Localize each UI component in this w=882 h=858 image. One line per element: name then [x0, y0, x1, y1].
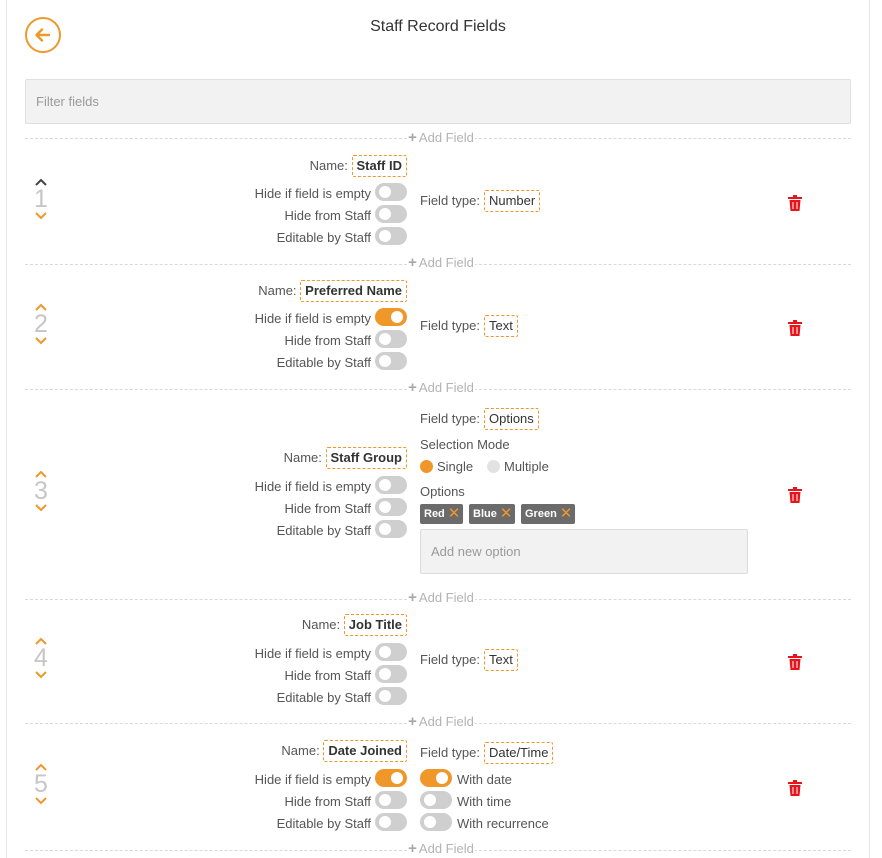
editable-by-staff-toggle[interactable]: [375, 227, 407, 245]
plus-icon: +: [408, 840, 417, 857]
field-type-row: [420, 315, 518, 337]
hide-if-empty-toggle[interactable]: [375, 643, 407, 661]
editable-by-staff-toggle[interactable]: [375, 520, 407, 538]
field-type-label: Field type:: [420, 652, 480, 667]
field-type-label: Field type:: [420, 745, 480, 760]
selection-mode-label: Selection Mode: [420, 437, 510, 452]
field-type-label: Field type:: [420, 193, 480, 208]
hide-from-staff-label: Hide from Staff: [284, 501, 371, 516]
hide-from-staff-toggle[interactable]: [375, 205, 407, 223]
close-x-icon[interactable]: ✕: [499, 505, 513, 522]
hide-from-staff-label: Hide from Staff: [284, 668, 371, 683]
field-name-value[interactable]: Date Joined: [323, 740, 407, 762]
selection-mode-multiple[interactable]: [487, 459, 549, 474]
field-type-value[interactable]: Text: [484, 649, 518, 671]
reorder-control: [29, 301, 53, 347]
add-field-button[interactable]: [0, 842, 882, 856]
hide-from-staff-toggle[interactable]: [375, 791, 407, 809]
close-x-icon[interactable]: ✕: [559, 505, 573, 522]
option-chip-label: Green: [525, 508, 557, 520]
with-recurrence-label: With recurrence: [457, 816, 549, 831]
add-field-label: Add Field: [418, 380, 474, 395]
name-row: [258, 280, 407, 302]
add-field-button[interactable]: [0, 715, 882, 729]
selection-mode-single[interactable]: [420, 459, 473, 474]
hide-if-empty-toggle[interactable]: [375, 183, 407, 201]
plus-icon: +: [408, 379, 417, 396]
add-option-input[interactable]: [420, 529, 748, 574]
page-title: Staff Record Fields: [370, 18, 506, 35]
add-field-label: Add Field: [418, 130, 474, 145]
hide-from-staff-toggle[interactable]: [375, 498, 407, 516]
reorder-control: [29, 761, 53, 807]
field-index: 2: [34, 310, 48, 338]
field-type-row: [420, 742, 553, 764]
hide-if-empty-label: Hide if field is empty: [254, 479, 371, 494]
hide-if-empty-label: Hide if field is empty: [254, 311, 371, 326]
editable-by-staff-toggle[interactable]: [375, 687, 407, 705]
name-row: [302, 614, 407, 636]
editable-by-staff-toggle[interactable]: [375, 352, 407, 370]
editable-by-staff-label: Editable by Staff: [276, 523, 371, 538]
name-label: Name:: [301, 617, 341, 632]
trash-icon[interactable]: [788, 320, 802, 336]
with-recurrence-toggle[interactable]: [420, 813, 452, 831]
hide-from-staff-label: Hide from Staff: [284, 208, 371, 223]
field-type-value[interactable]: Text: [484, 315, 518, 337]
option-chip-label: Red: [424, 508, 445, 520]
radio-unselected-icon: [487, 460, 500, 473]
add-field-button[interactable]: [0, 131, 882, 145]
hide-if-empty-label: Hide if field is empty: [254, 772, 371, 787]
plus-icon: +: [408, 713, 417, 730]
add-field-label: Add Field: [418, 841, 474, 856]
name-label: Name:: [281, 743, 320, 758]
field-type-row: [420, 649, 518, 671]
add-field-label: Add Field: [418, 714, 474, 729]
option-chip: [521, 504, 575, 524]
hide-if-empty-label: Hide if field is empty: [254, 186, 371, 201]
reorder-control: [29, 176, 53, 222]
hide-if-empty-toggle[interactable]: [375, 476, 407, 494]
option-chip-label: Blue: [473, 508, 497, 520]
add-field-label: Add Field: [418, 590, 474, 605]
reorder-control: [29, 468, 53, 514]
trash-icon[interactable]: [788, 654, 802, 670]
add-field-button[interactable]: [0, 256, 882, 270]
hide-if-empty-toggle[interactable]: [375, 308, 407, 326]
trash-icon[interactable]: [788, 487, 802, 503]
name-label: Name:: [258, 283, 297, 298]
reorder-control: [29, 635, 53, 681]
field-type-label: Field type:: [420, 318, 480, 333]
hide-from-staff-label: Hide from Staff: [284, 794, 371, 809]
editable-by-staff-toggle[interactable]: [375, 813, 407, 831]
name-row: [284, 447, 407, 469]
field-name-value[interactable]: Preferred Name: [300, 280, 407, 302]
editable-by-staff-label: Editable by Staff: [276, 816, 371, 831]
field-index: 5: [34, 770, 48, 798]
hide-if-empty-label: Hide if field is empty: [254, 646, 371, 661]
editable-by-staff-label: Editable by Staff: [276, 230, 371, 245]
field-type-row: [420, 190, 540, 212]
editable-by-staff-label: Editable by Staff: [276, 355, 371, 370]
add-field-label: Add Field: [418, 255, 474, 270]
hide-from-staff-toggle[interactable]: [375, 330, 407, 348]
plus-icon: +: [408, 254, 417, 271]
options-label: Options: [420, 484, 465, 499]
hide-from-staff-label: Hide from Staff: [284, 333, 371, 348]
add-field-button[interactable]: [0, 591, 882, 605]
option-chip: [469, 504, 515, 524]
plus-icon: +: [408, 589, 417, 606]
field-index: 3: [34, 477, 48, 505]
trash-icon[interactable]: [788, 780, 802, 796]
plus-icon: +: [408, 129, 417, 146]
with-date-toggle[interactable]: [420, 769, 452, 787]
field-name-value[interactable]: Staff ID: [352, 155, 408, 177]
trash-icon[interactable]: [788, 195, 802, 211]
name-label: Name:: [309, 158, 348, 173]
name-row: [281, 740, 407, 762]
field-index: 1: [34, 185, 48, 213]
multiple-label: Multiple: [504, 459, 549, 474]
add-field-button[interactable]: [0, 381, 882, 395]
field-type-row: [420, 408, 539, 430]
name-label: Name:: [283, 450, 322, 465]
filter-fields-input[interactable]: [25, 79, 851, 124]
field-name-value[interactable]: Job Title: [344, 614, 407, 636]
field-type-value[interactable]: Number: [484, 190, 540, 212]
single-label: Single: [437, 459, 474, 474]
editable-by-staff-label: Editable by Staff: [276, 690, 371, 705]
field-type-value[interactable]: Options: [484, 408, 539, 430]
close-x-icon[interactable]: ✕: [447, 505, 461, 522]
option-chip: [420, 504, 463, 524]
field-name-value[interactable]: Staff Group: [326, 447, 408, 469]
name-row: [310, 155, 407, 177]
field-index: 4: [34, 644, 48, 672]
radio-selected-icon: [420, 460, 433, 473]
hide-from-staff-toggle[interactable]: [375, 665, 407, 683]
field-type-value[interactable]: Date/Time: [484, 742, 553, 764]
field-type-label: Field type:: [420, 411, 480, 426]
with-time-toggle[interactable]: [420, 791, 452, 809]
with-date-label: With date: [457, 772, 512, 787]
hide-if-empty-toggle[interactable]: [375, 769, 407, 787]
with-time-label: With time: [457, 794, 512, 809]
